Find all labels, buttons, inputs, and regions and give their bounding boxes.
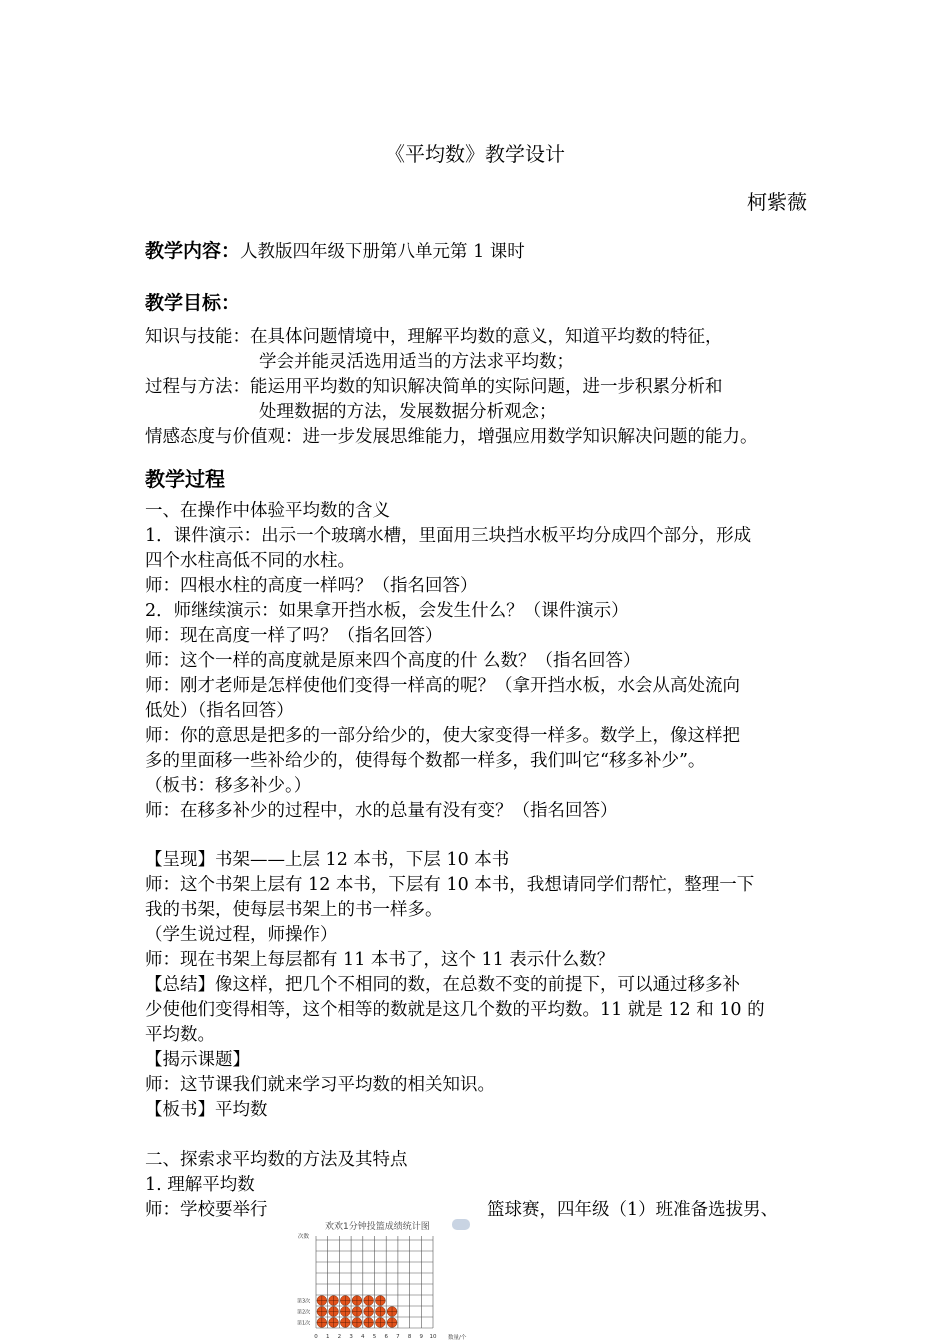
text-line: （学生说过程，师操作） xyxy=(145,925,338,945)
goal-line: 知识与技能：在具体问题情境中，理解平均数的意义，知道平均数的特征， xyxy=(145,327,723,347)
goal-line: 过程与方法：能运用平均数的知识解决简单的实际问题，进一步积累分析和 xyxy=(145,377,723,397)
x-tick-label: 10 xyxy=(429,1334,437,1340)
text-line: 师：四根水柱的高度一样吗？（指名回答） xyxy=(145,576,478,596)
text-line: 2．师继续演示：如果拿开挡水板，会发生什么？（课件演示） xyxy=(145,601,629,621)
text-line: 少使他们变得相等，这个相等的数就是这几个数的平均数。11 就是 12 和 10 的 xyxy=(145,1000,765,1020)
text-line: 师：现在书架上每层都有 11 本书了，这个 11 表示什么数？ xyxy=(145,950,615,970)
x-tick-label: 4 xyxy=(361,1334,365,1340)
author-name: 柯紫薇 xyxy=(747,190,807,214)
x-tick-label: 1 xyxy=(325,1334,330,1340)
text-line: 师：在移多补少的过程中，水的总量有没有变？（指名回答） xyxy=(145,801,618,821)
basketball-chart-figure xyxy=(294,1216,472,1344)
text-line: 师：这个书架上层有 12 本书，下层有 10 本书，我想请同学们帮忙，整理一下 xyxy=(145,875,755,895)
goal-line: 处理数据的方法，发展数据分析观念； xyxy=(259,402,557,422)
text-line: 【呈现】书架——上层 12 本书，下层 10 本书 xyxy=(145,850,510,870)
text-line: 师：这节课我们就来学习平均数的相关知识。 xyxy=(145,1075,495,1095)
row-label: 第3次 xyxy=(297,1298,311,1305)
teaching-content-text: 人教版四年级下册第八单元第 1 课时 xyxy=(240,242,525,262)
text-line: 师：刚才老师是怎样使他们变得一样高的呢？（拿开挡水板，水会从高处流向 xyxy=(145,676,740,696)
text-line: 1．课件演示：出示一个玻璃水槽，里面用三块挡水板平均分成四个部分，形成 xyxy=(145,526,752,546)
x-tick-label: 0 xyxy=(314,1334,318,1340)
text-line: 平均数。 xyxy=(145,1025,215,1045)
text-line: 一、在操作中体验平均数的含义 xyxy=(145,501,390,521)
x-tick-label: 8 xyxy=(407,1334,412,1340)
x-tick-label: 6 xyxy=(384,1334,388,1340)
text-line: 多的里面移一些补给少的，使得每个数都一样多，我们叫它“移多补少”。 xyxy=(145,751,706,771)
text-line: 我的书架，使每层书架上的书一样多。 xyxy=(145,900,443,920)
text-line: 师：你的意思是把多的一部分给少的，使大家变得一样多。数学上，像这样把 xyxy=(145,726,740,746)
chart-title: 欢欢1分钟投篮成绩统计图 xyxy=(325,1222,430,1232)
x-tick-label: 2 xyxy=(337,1334,342,1340)
text-line: （板书：移多补少。） xyxy=(145,776,312,796)
text-line: 1. 理解平均数 xyxy=(145,1175,255,1195)
x-tick-label: 5 xyxy=(372,1334,377,1340)
teaching-content-label: 教学内容： xyxy=(145,240,241,262)
text-line: 篮球赛，四年级（1）班准备选拔男、 xyxy=(487,1200,779,1220)
x-tick-label: 3 xyxy=(349,1334,353,1340)
process-heading: 教学过程 xyxy=(145,467,225,491)
goal-line: 学会并能灵活选用适当的方法求平均数； xyxy=(259,352,574,372)
text-line: 四个水柱高低不同的水柱。 xyxy=(145,551,355,571)
x-tick-label: 7 xyxy=(396,1334,400,1340)
goal-line: 情感态度与价值观：进一步发展思维能力，增强应用数学知识解决问题的能力。 xyxy=(145,427,758,447)
y-axis-label: 次数 xyxy=(298,1234,310,1240)
row-label: 第2次 xyxy=(297,1309,311,1316)
goals-heading: 教学目标： xyxy=(145,292,241,314)
text-line: 师：现在高度一样了吗？（指名回答） xyxy=(145,626,443,646)
row-label: 第1次 xyxy=(297,1320,311,1327)
text-line: 【总结】像这样，把几个不相同的数，在总数不变的前提下，可以通过移多补 xyxy=(145,975,740,995)
text-line: 【板书】平均数 xyxy=(145,1100,268,1120)
teaching-content xyxy=(145,239,525,265)
text-line: 低处）（指名回答） xyxy=(145,701,294,721)
text-line: 【揭示课题】 xyxy=(145,1050,250,1070)
text-line: 师：这个一样的高度就是原来四个高度的什 么数？（指名回答） xyxy=(145,651,641,671)
x-tick-label: 9 xyxy=(419,1334,424,1340)
chart-marks xyxy=(317,1296,397,1328)
basketball-chart-svg xyxy=(294,1216,472,1344)
document-title: 《平均数》教学设计 xyxy=(385,142,565,166)
x-axis-label: 数量/个 xyxy=(448,1335,467,1341)
text-line: 师：学校要举行 xyxy=(145,1200,268,1220)
chart-badge xyxy=(452,1219,470,1230)
text-line: 二、探索求平均数的方法及其特点 xyxy=(145,1150,408,1170)
